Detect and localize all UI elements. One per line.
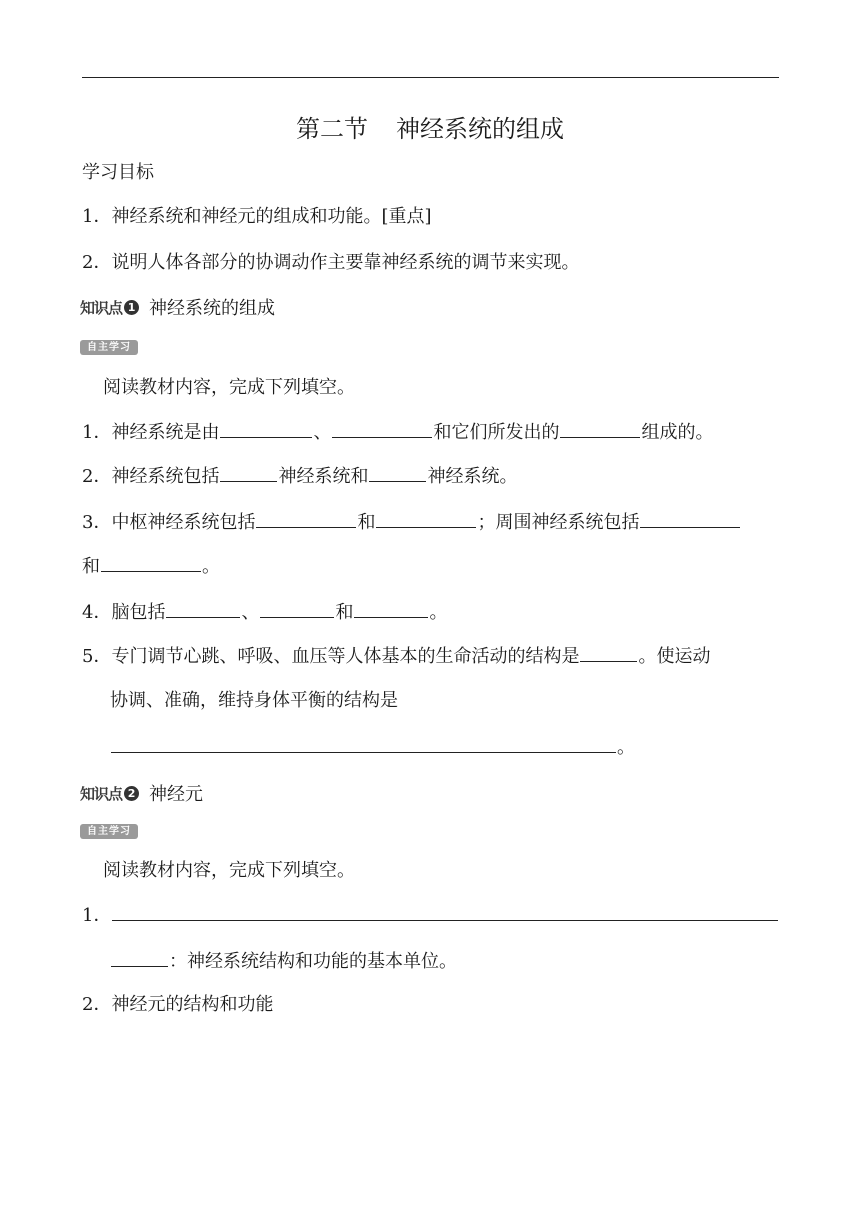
objective-item-1: 1．神经系统和神经元的组成和功能。[重点] xyxy=(82,206,432,227)
fill-blank[interactable] xyxy=(369,463,426,482)
objective-item-2: 2．说明人体各部分的协调动作主要靠神经系统的调节来实现。 xyxy=(82,252,580,273)
instruction-text: 阅读教材内容，完成下列填空。 xyxy=(103,377,355,398)
fill-blank[interactable] xyxy=(640,509,740,528)
objectives-heading: 学习目标 xyxy=(82,162,154,183)
fill-blank[interactable] xyxy=(376,509,476,528)
question-5: 5．专门调节心跳、呼吸、血压等人体基本的生命活动的结构是 。使运动 xyxy=(82,643,710,670)
question-3: 3．中枢神经系统包括 和 ；周围神经系统包括 xyxy=(82,509,741,536)
knowledge-point-1 xyxy=(80,294,275,320)
knowledge-point-title: 神经元 xyxy=(149,784,204,805)
question-1: 1．神经系统是由 、 和它们所发出的 组成的。 xyxy=(82,419,713,446)
fill-blank[interactable] xyxy=(101,553,201,572)
question-5-continued: 协调、准确，维持身体平衡的结构是 xyxy=(110,690,398,711)
fill-blank[interactable] xyxy=(220,419,312,438)
question-2: 2．神经系统包括 神经系统和 神经系统。 xyxy=(82,463,517,490)
knowledge-point-badge: 知识点 xyxy=(80,784,123,803)
fill-blank[interactable] xyxy=(354,599,428,618)
section-title: 神经系统的组成 xyxy=(396,115,564,143)
self-study-tag: 自主学习 xyxy=(80,824,138,839)
number-circle-icon: 1 xyxy=(124,300,139,315)
fill-blank[interactable] xyxy=(256,509,356,528)
fill-blank[interactable] xyxy=(332,419,432,438)
question-3-continued: 和 。 xyxy=(82,553,220,580)
fill-blank[interactable] xyxy=(260,599,334,618)
fill-blank[interactable] xyxy=(111,734,616,753)
number-circle-icon: 2 xyxy=(124,786,139,801)
fill-blank[interactable] xyxy=(112,902,778,921)
fill-blank[interactable] xyxy=(166,599,240,618)
neuron-question-2: 2．神经元的结构和功能 xyxy=(82,994,274,1015)
fill-blank[interactable] xyxy=(220,463,277,482)
fill-blank[interactable] xyxy=(111,948,168,967)
neuron-question-1: 1． xyxy=(82,902,779,929)
instruction-text: 阅读教材内容，完成下列填空。 xyxy=(103,860,355,881)
knowledge-point-badge: 知识点 xyxy=(80,298,123,317)
section-number: 第二节 xyxy=(296,115,368,143)
knowledge-point-2 xyxy=(80,780,203,806)
question-5-answer-line: 。 xyxy=(110,734,635,761)
neuron-question-1-continued: ：神经系统结构和功能的基本单位。 xyxy=(110,948,457,975)
self-study-tag: 自主学习 xyxy=(80,340,138,355)
page-title xyxy=(0,113,860,145)
question-4: 4．脑包括 、 和 。 xyxy=(82,599,447,626)
fill-blank[interactable] xyxy=(560,419,640,438)
knowledge-point-title: 神经系统的组成 xyxy=(149,298,276,319)
fill-blank[interactable] xyxy=(580,643,637,662)
top-rule xyxy=(82,77,779,78)
